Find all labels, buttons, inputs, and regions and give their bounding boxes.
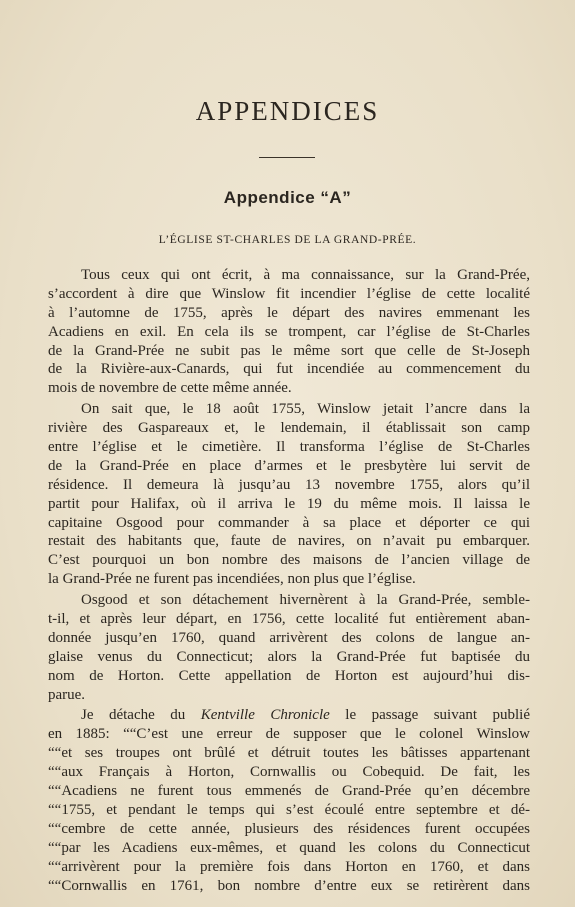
text-line: de la Rivière-aux-Canards, qui fut incendiée au commencement du <box>48 361 530 378</box>
text-line: nom de Horton. Cette appellation de Horton est aujourd’hui dis- <box>48 667 530 684</box>
text-line: résidence. Il demeura là jusqu’au 13 novembre 1755, alors qu’il <box>48 476 530 493</box>
text-line: de la Grand-Prée ne subit pas le même sort que celle de St-Joseph <box>48 342 530 359</box>
paragraph-3 <box>48 591 530 704</box>
text-line: ““1755, et pendant le temps qui s’est écoulé entre septembre et dé- <box>48 801 530 818</box>
text-line: de la Grand-Prée en place d’armes et le presbytère lui servit de <box>48 457 530 474</box>
newspaper-title: Kentville Chronicle <box>200 707 330 724</box>
text-line: Acadiens en exil. En cela ils se trompent, car l’église de St-Charles <box>48 323 530 340</box>
text-line: ““Cornwallis en 1761, bon nombre d’entre eux se retirèrent dans <box>48 877 530 894</box>
text-line: rivière des Gaspareaux et, le lendemain, il établissait son camp <box>48 420 530 437</box>
text-line: ““et ses troupes ont brûlé et détruit toutes les bâtisses appartenant <box>48 745 530 762</box>
paragraph-2 <box>48 400 530 589</box>
text-line: glaise venus du Connecticut; alors la Grand-Prée fut baptisée du <box>48 648 530 665</box>
text-line: On sait que, le 18 août 1755, Winslow jetait l’ancre dans la <box>81 401 530 418</box>
text-line: partit pour Halifax, où il arriva le 19 du même mois. Il laissa le <box>48 495 530 512</box>
text-line: ““cembre de cette année, plusieurs des résidences furent occupées <box>48 820 530 837</box>
text-line: parue. <box>48 686 86 703</box>
text-line: restait des habitants que, faute de navires, on n’avait pu embarquer. <box>48 533 530 550</box>
text-line: la Grand-Prée ne furent pas incendiées, non plus que l’église. <box>48 571 416 588</box>
text-fragment: Je détache du <box>81 707 201 724</box>
text-line: t-il, et après leur départ, en 1756, cette localité fut entièrement aban- <box>48 611 530 628</box>
appendix-heading: Appendice “A” <box>223 188 352 207</box>
text-line: Tous ceux qui ont écrit, à ma connaissance, sur la Grand-Prée, <box>81 267 530 283</box>
text-line: ““arrivèrent pour la première fois dans Horton en 1760, et dans <box>48 858 530 875</box>
text-line: s’accordent à dire que Winslow fit incendier l’église de cette localité <box>48 285 530 302</box>
text-line: mois de novembre de cette même année. <box>48 380 292 397</box>
text-line: à l’automne de 1755, après le départ des navires emmenant les <box>48 304 530 321</box>
paragraph-4 <box>48 706 530 895</box>
text-line: ““Acadiens ne furent tous emmenés de Grand-Prée qu’en décembre <box>48 783 530 800</box>
text-line: Osgood et son détachement hivernèrent à la Grand-Prée, semble- <box>81 592 530 609</box>
text-line: donnée jusqu’en 1760, quand arrivèrent des colons de langue an- <box>48 629 530 646</box>
text-line <box>48 706 530 725</box>
text-fragment: le passage suivant publié <box>329 707 530 724</box>
text-line: ““par les Acadiens eux-mêmes, et quand les colons du Connecticut <box>48 839 530 856</box>
text-line: capitaine Osgood pour commander à sa place et déporter ce qui <box>48 514 530 531</box>
text-line: ““aux Français à Horton, Cornwallis ou Cobequid. De fait, les <box>48 764 530 781</box>
title-divider <box>259 157 315 158</box>
body-text <box>48 266 530 895</box>
paragraph-1 <box>48 266 530 398</box>
page-title: APPENDICES <box>195 96 380 126</box>
text-line: C’est pourquoi un bon nombre des maisons de l’ancien village de <box>48 552 530 569</box>
section-subtitle: L’ÉGLISE ST-CHARLES DE LA GRAND-PRÉE. <box>158 234 417 246</box>
text-line: en 1885: ““C’est une erreur de supposer que le colonel Winslow <box>48 726 530 743</box>
text-line: entre l’église et le cimetière. Il transforma l’église de St-Charles <box>48 439 530 456</box>
